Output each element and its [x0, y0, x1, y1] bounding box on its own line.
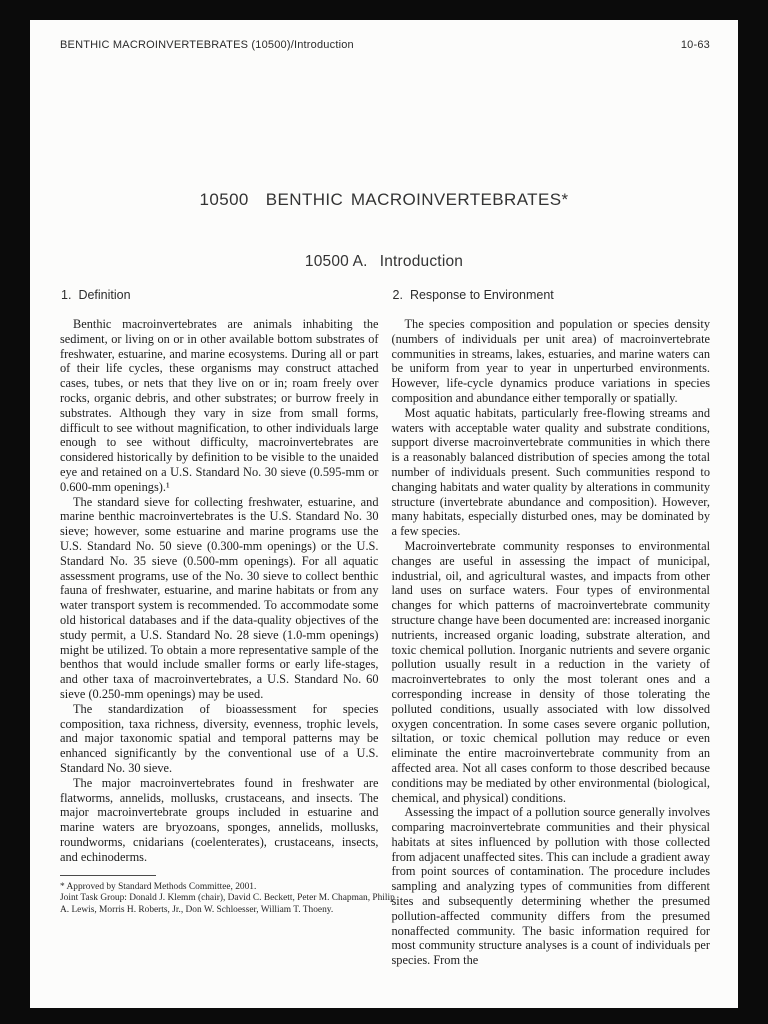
footnote [60, 875, 396, 916]
document-title-number: 10500 [199, 190, 249, 209]
paragraph: The species composition and population or species density (numbers of individuals per unit area) of macroinvertebrate communities in streams, lakes, estuaries, and marine waters can be uniform from year to year in unperturbed environments. However, life-cycle dynamics produce variations in species composition and abundance either temporally or spatially. [391, 317, 710, 405]
footnote-rule [60, 875, 156, 876]
heading-response-to-environment [393, 288, 711, 302]
paragraph: Macroinvertebrate community responses to environmental changes are useful in assessing the impact of municipal, industrial, oil, and agricultural wastes, and impacts from other land uses on surface waters. Four types of environmental changes for which patterns of macroinvertebrate community structure change have been documented are: increased inorganic nutrients, increased organic loading, substrate alteration, and toxic chemical pollution. Inorganic nutrients and severe organic pollution usually result in a reduction in the variety of macroinvertebrates to only the most tolerant ones and a corresponding increase in density of those tolerating the polluted conditions, usually associated with low dissolved oxygen concentration. In some cases severe organic pollution, siltation, or toxic chemical pollution may reduce or even eliminate the entire macroinvertebrate community from an affected area. Not all cases conform to those described because conditions may be mediated by other environmental (biological, chemical, and physical) conditions. [391, 538, 710, 805]
paragraph: The standardization of bioassessment for species composition, taxa richness, diversity, evenness, trophic levels, and major taxonomic spatial and temporal patterns may be enhanced significantly by the conventional use of a U.S. Standard No. 30 sieve. [60, 701, 379, 775]
heading-response-text: Response to Environment [409, 288, 554, 302]
page-number: 10-63 [680, 39, 710, 51]
running-header [60, 39, 710, 51]
heading-definition-number: 1. [61, 288, 72, 302]
section-title-text: Introduction [379, 253, 464, 270]
two-column-body [60, 288, 710, 968]
document-page [30, 20, 738, 1008]
paragraph: Assessing the impact of a pollution source generally involves comparing macroinvertebrate communities and their physical habitats at sites influenced by pollution with those collected from adjacent unaffected sites. This can include a gradient away from point sources of contamination. The procedure includes sampling and analyzing types of communities from different sites and subsequently determining whether the presumed pollution-affected community differs from the presumed nonaffected community. The basic information required for most community structure analyses is a count of individuals per species. From the [391, 805, 710, 968]
heading-response-number: 2. [392, 288, 403, 302]
footnote-approval: * Approved by Standard Methods Committee, 2001. [60, 882, 257, 892]
section-title-number: 10500 A. [304, 253, 368, 270]
document-title-text: BENTHIC MACROINVERTEBRATES* [265, 190, 569, 209]
paragraph: The major macroinvertebrates found in freshwater are flatworms, annelids, mollusks, crustaceans, and insects. The major macroinvertebrate groups included in estuarine and marine waters are bryozoans, sponges, annelids, mollusks, roundworms, cnidarians (coelenterates), crustaceans, insects, and echinoderms. [60, 775, 379, 864]
left-column [60, 288, 379, 968]
paragraph: The standard sieve for collecting freshwater, estuarine, and marine benthic macroinvertebrates is the U.S. Standard No. 30 sieve; however, some estuarine and marine programs use the U.S. Standard No. 50 sieve (0.300-mm openings) or the U.S. Standard No. 35 sieve (0.500-mm openings). For all aquatic assessment programs, use of the No. 30 sieve to collect benthic fauna of freshwater, estuarine, and marine habitats or from any water transport system is recommended. To accommodate some old historical databases and if the data-quality objectives of the study permit, a U.S. Standard No. 28 sieve (1.0-mm openings) might be utilized. To obtain a more representative sample of the benthos that would include smaller forms or early life-stages, and other taxa of macroinvertebrates, a U.S. Standard No. 60 sieve (0.250-mm openings) may be used. [60, 494, 379, 701]
paragraph: Most aquatic habitats, particularly free-flowing streams and waters with acceptable water quality and substrate conditions, support diverse macroinvertebrate communities in which there is a reasonably balanced distribution of species among the total number of individuals present. Such communities respond to changing habitats and water quality by alterations in community structure (invertebrate abundance and composition). However, many habitats, especially disturbed ones, may be dominated by a few species. [391, 405, 710, 539]
running-header-title: BENTHIC MACROINVERTEBRATES (10500)/Introduction [60, 39, 354, 51]
heading-definition [61, 288, 379, 302]
paragraph: Benthic macroinvertebrates are animals inhabiting the sediment, or living on or in other available bottom substrates of freshwater, estuarine, and marine ecosystems. During all or part of their life cycles, these organisms may construct attached cases, tubes, or nets that they live on or in; roam freely over rocks, organic debris, and other substrates; or burrow freely in substrates. Although they vary in size from small forms, difficult to see without magnification, to other individuals large enough to see without difficulty, macroinvertebrates are considered historically by definition to be visible to the unaided eye and retained on a U.S. Standard No. 30 sieve (0.595-mm or 0.600-mm openings).¹ [60, 317, 379, 494]
document-title [30, 190, 738, 210]
right-column [392, 288, 711, 968]
section-title [30, 253, 738, 271]
footnote-taskgroup: Joint Task Group: Donald J. Klemm (chair), David C. Beckett, Peter M. Chapman, Philip A. Lewis, Morris H. Roberts, Jr., Don W. Schloesser, William T. Thoeny. [60, 893, 395, 915]
heading-definition-text: Definition [78, 288, 131, 302]
